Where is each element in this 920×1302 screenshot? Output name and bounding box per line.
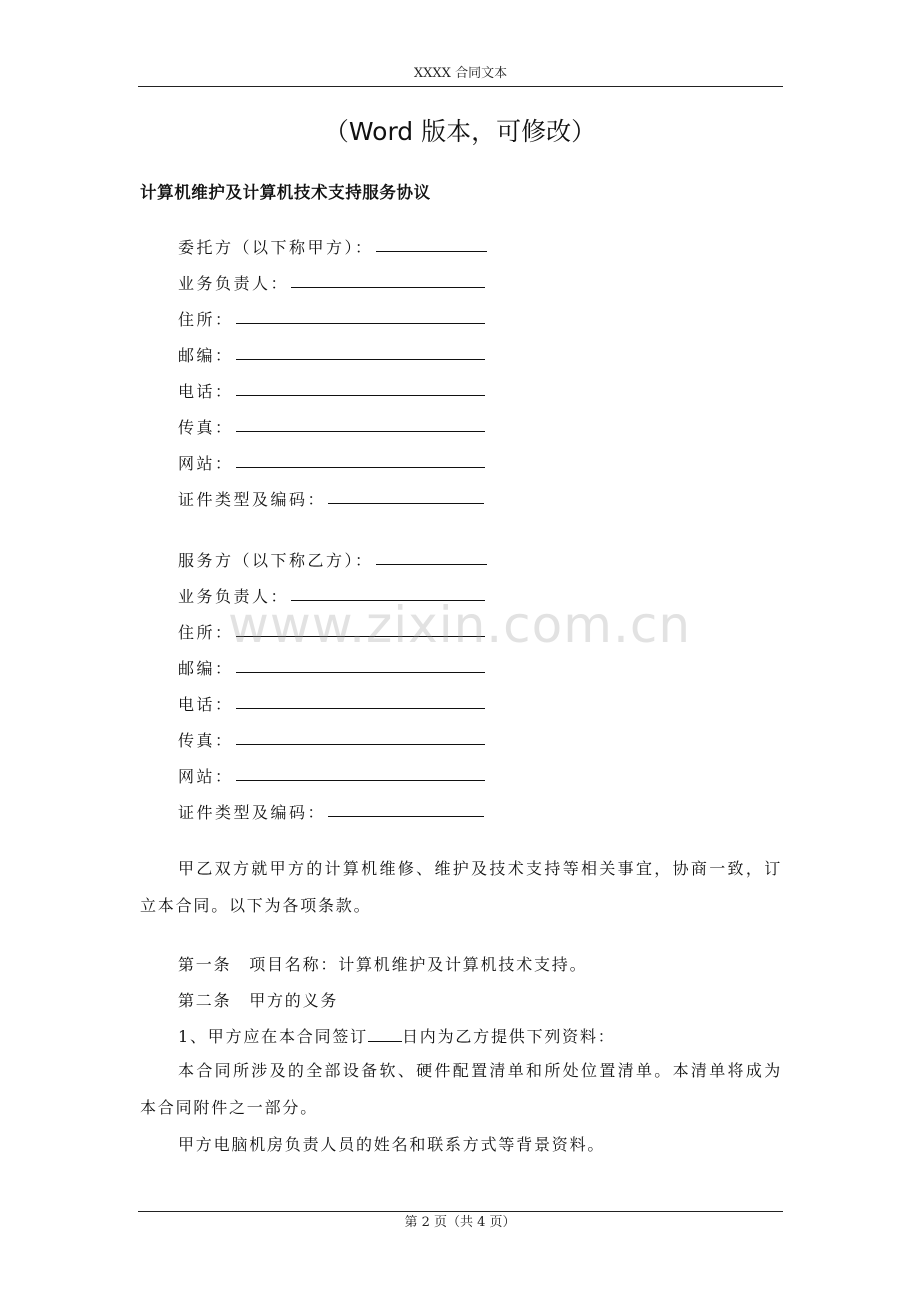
party-b-phone-field [178, 685, 485, 715]
party-b-service-field [178, 541, 487, 571]
footer-divider [138, 1211, 783, 1212]
party-a-address-field [178, 300, 485, 330]
party-a-fax-label: 传真： [178, 418, 234, 437]
party-a-id-label: 证件类型及编码： [178, 490, 327, 509]
item-1-text-before: 1、甲方应在本合同签订 [178, 1027, 368, 1046]
party-a-manager-label: 业务负责人： [178, 274, 290, 293]
party-b-phone-blank[interactable] [236, 708, 485, 709]
party-a-postcode-label: 邮编： [178, 346, 234, 365]
version-banner: （Word 版本，可修改） [323, 117, 597, 146]
party-a-manager-blank[interactable] [291, 287, 485, 288]
party-b-fax-blank[interactable] [236, 744, 485, 745]
document-title: 计算机维护及计算机技术支持服务协议 [140, 183, 431, 202]
party-a-manager-field [178, 264, 485, 294]
party-a-website-field [178, 444, 485, 474]
party-b-phone-label: 电话： [178, 695, 234, 714]
party-a-phone-field [178, 372, 485, 402]
party-b-website-field [178, 757, 485, 787]
party-b-postcode-blank[interactable] [236, 672, 485, 673]
party-a-entrust-field [178, 228, 487, 258]
contact-paragraph: 甲方电脑机房负责人员的姓名和联系方式等背景资料。 [178, 1135, 606, 1154]
party-b-postcode-label: 邮编： [178, 659, 234, 678]
header-title: XXXX 合同文本 [413, 66, 508, 81]
party-b-service-blank[interactable] [376, 564, 487, 565]
article-1: 第一条 项目名称：计算机维护及计算机技术支持。 [178, 955, 588, 974]
party-a-id-blank[interactable] [328, 503, 484, 504]
party-b-id-field [178, 793, 484, 823]
page-footer [0, 1213, 920, 1233]
party-a-fax-field [178, 408, 485, 438]
party-a-address-label: 住所： [178, 310, 234, 329]
party-a-website-label: 网站： [178, 454, 234, 473]
party-a-fax-blank[interactable] [236, 431, 485, 432]
party-b-fax-label: 传真： [178, 731, 234, 750]
party-b-website-label: 网站： [178, 767, 234, 786]
party-a-website-blank[interactable] [236, 467, 485, 468]
party-b-id-label: 证件类型及编码： [178, 803, 327, 822]
article-2-heading: 第二条 甲方的义务 [178, 991, 339, 1010]
page-header [138, 64, 783, 87]
party-a-postcode-blank[interactable] [236, 359, 485, 360]
party-b-fax-field [178, 721, 485, 751]
watermark: www.zixin.com.cn [228, 596, 692, 654]
party-b-website-blank[interactable] [236, 780, 485, 781]
days-blank[interactable] [368, 1023, 402, 1042]
party-a-phone-label: 电话： [178, 382, 234, 401]
party-a-id-field [178, 480, 484, 510]
party-a-phone-blank[interactable] [236, 395, 485, 396]
party-b-service-label: 服务方（以下称乙方）： [178, 551, 374, 570]
party-b-manager-field [178, 577, 485, 607]
party-b-address-label: 住所： [178, 623, 234, 642]
party-a-postcode-field [178, 336, 485, 366]
party-b-postcode-field [178, 649, 485, 679]
page-number: 第 2 页（共 4 页） [404, 1215, 516, 1230]
party-b-address-field [178, 613, 485, 643]
party-b-manager-blank[interactable] [291, 600, 485, 601]
article-2-item-1 [178, 1022, 616, 1052]
party-b-id-blank[interactable] [328, 816, 484, 817]
item-1-text-after: 日内为乙方提供下列资料： [401, 1027, 616, 1046]
party-b-address-blank[interactable] [236, 636, 485, 637]
party-a-entrust-blank[interactable] [376, 251, 487, 252]
party-b-manager-label: 业务负责人： [178, 587, 290, 606]
party-a-address-blank[interactable] [236, 323, 485, 324]
config-paragraph: 本合同所涉及的全部设备软、硬件配置清单和所处位置清单。本清单将成为本合同附件之一部分。 [140, 1061, 782, 1117]
party-a-entrust-label: 委托方（以下称甲方）： [178, 238, 374, 257]
intro-paragraph: 甲乙双方就甲方的计算机维修、维护及技术支持等相关事宜，协商一致，订立本合同。以下为各项条款。 [140, 859, 782, 915]
